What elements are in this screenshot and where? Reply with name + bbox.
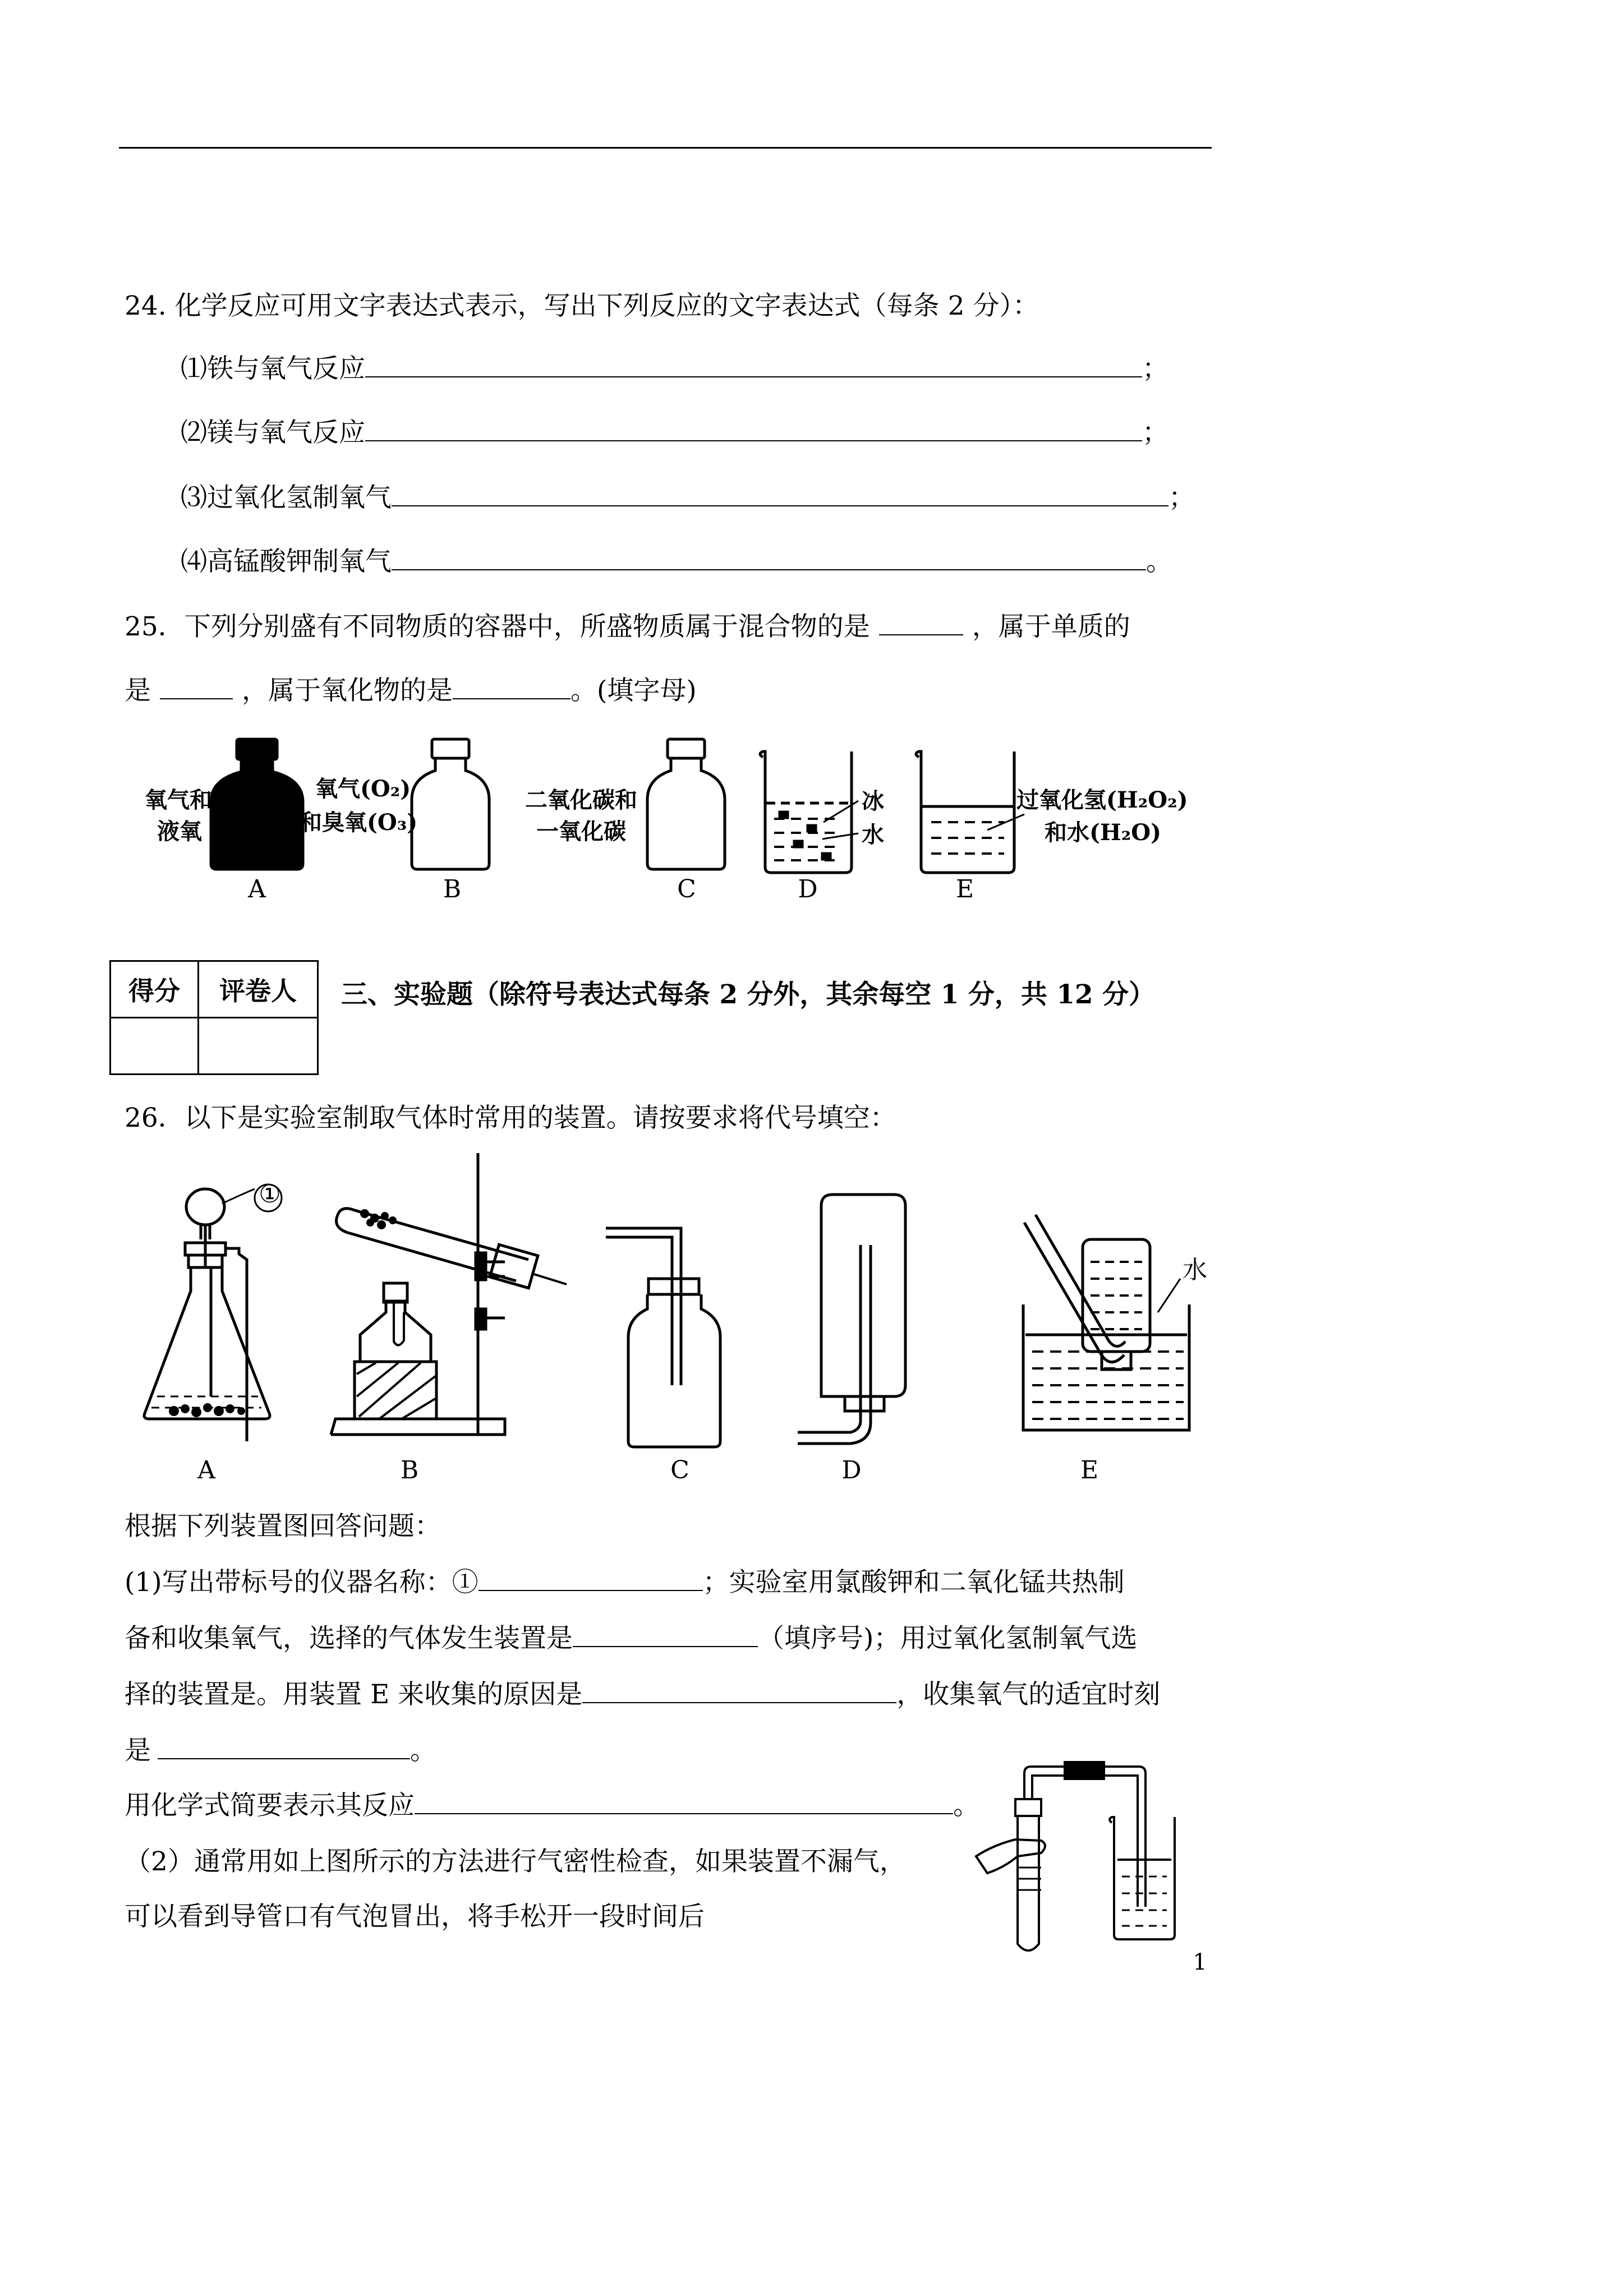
q25-containers-figure	[135, 735, 1200, 914]
apparatus-letter-b: B	[400, 1456, 419, 1484]
label-d-2: 水	[862, 822, 884, 848]
score-box	[109, 960, 319, 1075]
beaker-d	[760, 751, 858, 873]
letter-e: E	[955, 875, 974, 903]
apparatus-letter-c: C	[670, 1456, 689, 1484]
reaction-blank[interactable]	[415, 1790, 953, 1814]
instrument-name-blank[interactable]	[479, 1566, 703, 1591]
label-a-2: 液氧	[157, 818, 202, 845]
letter-b: B	[443, 875, 462, 903]
q24-answer-3[interactable]	[392, 482, 1168, 506]
timing-blank[interactable]	[158, 1735, 410, 1759]
airtightness-figure	[970, 1761, 1206, 1963]
apparatus-a	[144, 1184, 282, 1441]
q26-line-1: (1)写出带标号的仪器名称：① ；实验室用氯酸钾和二氧化锰共热制	[125, 1567, 1125, 1598]
circle-mark-label: ①	[259, 1180, 281, 1209]
q24-answer-2[interactable]	[365, 417, 1142, 441]
bottle-b	[412, 739, 489, 869]
q24-stem: 24. 化学反应可用文字表达式表示，写出下列反应的文字表达式（每条 2 分）：	[125, 291, 1039, 321]
apparatus-letter-e: E	[1080, 1456, 1099, 1484]
q24-item-2: ⑵镁与氧气反应 ；	[181, 417, 1168, 448]
label-a-1: 氧气和	[145, 787, 212, 813]
q25-blank-mixture[interactable]	[879, 611, 963, 635]
label-e-2: 和水(H₂O)	[1045, 819, 1162, 846]
q26-line-6: （2）通常用如上图所示的方法进行气密性检查，如果装置不漏气，	[125, 1846, 906, 1877]
label-d-1: 冰	[862, 788, 884, 814]
water-label: 水	[1183, 1256, 1207, 1284]
q24-item-2-label: ⑵镁与氧气反应	[181, 417, 365, 448]
section-3-title: 三、实验题（除符号表达式每条 2 分外，其余每空 1 分，共 12 分）	[341, 979, 1155, 1010]
q26-line-3: 择的装置是。用装置 E 来收集的原因是 ，收集氧气的适宜时刻	[125, 1679, 1161, 1710]
letter-c: C	[677, 875, 696, 903]
q24-item-4-label: ⑷高锰酸钾制氧气	[181, 546, 392, 577]
apparatus-d	[798, 1195, 905, 1444]
q26-apparatus-figure	[135, 1150, 1200, 1453]
q24-item-4: ⑷高锰酸钾制氧气 。	[181, 546, 1172, 577]
q26-stem: 26．以下是实验室制取气体时常用的装置。请按要求将代号填空：	[125, 1103, 896, 1133]
reason-blank[interactable]	[582, 1679, 896, 1703]
label-c-1: 二氧化碳和	[525, 787, 637, 813]
q26-intro: 根据下列装置图回答问题：	[125, 1511, 441, 1542]
bottle-a	[211, 739, 303, 869]
q26-line-4: 是 。	[125, 1735, 436, 1766]
q25-line-2: 是 ，属于氧化物的是 。(填字母)	[125, 675, 697, 706]
apparatus-c	[606, 1228, 720, 1447]
q26-line-7: 可以看到导管口有气泡冒出，将手松开一段时间后	[125, 1901, 705, 1932]
letter-d: D	[798, 875, 818, 903]
header-rule	[119, 147, 1212, 149]
apparatus-letter-d: D	[841, 1456, 862, 1484]
label-c-2: 一氧化碳	[536, 818, 626, 845]
apparatus-e	[1023, 1215, 1189, 1430]
label-b-2: 和臭氧(O₃)	[300, 809, 418, 836]
grader-cell[interactable]	[199, 1018, 318, 1075]
q26-line-2: 备和收集氧气，选择的气体发生装置是 （填序号)；用过氧化氢制氧气选	[125, 1623, 1138, 1654]
q25-blank-oxide[interactable]	[453, 675, 571, 699]
q24-answer-1[interactable]	[365, 353, 1142, 377]
generator-blank[interactable]	[573, 1622, 758, 1647]
apparatus-b	[331, 1153, 567, 1435]
q24-item-3-label: ⑶过氧化氢制氧气	[181, 482, 392, 513]
letter-a: A	[248, 875, 266, 903]
q24-item-3: ⑶过氧化氢制氧气 ；	[181, 482, 1195, 513]
bottle-c	[647, 739, 725, 869]
q25-blank-element[interactable]	[160, 675, 233, 699]
score-header: 得分	[111, 961, 199, 1018]
grader-header: 评卷人	[199, 961, 318, 1018]
q26-line-5: 用化学式简要表示其反应 。	[125, 1790, 979, 1821]
q25-line-1: 25．下列分别盛有不同物质的容器中，所盛物质属于混合物的是 ，属于单质的	[125, 611, 1130, 642]
score-cell[interactable]	[111, 1018, 199, 1075]
q24-answer-4[interactable]	[392, 546, 1146, 570]
q24-item-1: ⑴铁与氧气反应 ；	[181, 353, 1168, 384]
page-number: 1	[1193, 1949, 1207, 1975]
label-e-1: 过氧化氢(H₂O₂)	[1016, 787, 1188, 813]
q24-item-1-label: ⑴铁与氧气反应	[181, 353, 365, 384]
beaker-e	[916, 751, 1024, 873]
apparatus-letter-a: A	[197, 1456, 215, 1484]
label-b-1: 氧气(O₂)	[315, 776, 411, 802]
